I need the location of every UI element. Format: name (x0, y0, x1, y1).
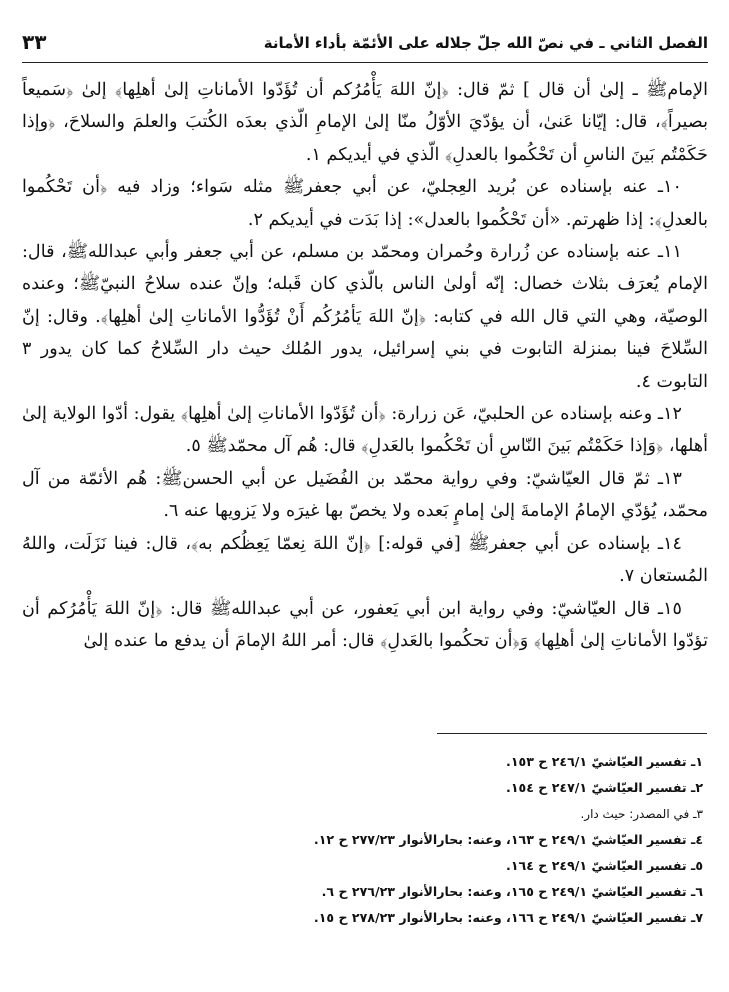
header-divider (22, 62, 708, 63)
footnote-7: ٧ـ تفسير العيّاشيّ ٢٤٩/١ ح ١٦٦، وعنه: بحارالأنوار ٢٧٨/٢٣ ح ١٥. (313, 910, 703, 925)
page-number: ٣٣ (22, 30, 47, 54)
paragraph-continuation: الإمامﷺ ـ إلىٰ أن قال ] ثمّ قال: ﴿إنّ اللهَ يَأْمُرُكم أن تُؤَدّوا الأماناتِ إلىٰ أهلِها﴾ إلىٰ ﴿سَميعاً بصيراً﴾، قال: إيّانا عَنىٰ، أن يؤدّيَ الأوّلُ منّا إلىٰ الإمامِ الّذي بعدَه الكُتبَ والعلمَ والسلاحَ، ﴿وإذا حَكَمْتُم بَينَ الناسِ أن تَحْكُموا بالعدلِ﴾ الّذي في أيديكم ١. (22, 80, 708, 165)
footnote-2: ٢ـ تفسير العيّاشيّ ٢٤٧/١ ح ١٥٤. (506, 780, 703, 795)
footnote-3: ٣ـ في المصدر: حيث دار. (580, 807, 703, 821)
footnote-4: ٤ـ تفسير العيّاشيّ ٢٤٩/١ ح ١٦٣، وعنه: بحارالأنوار ٢٧٧/٢٣ ح ١٢. (313, 832, 703, 847)
footnotes (233, 749, 703, 931)
paragraph-10: ١٠ـ عنه بإسناده عن بُريد العِجليّ، عن أبي جعفرﷺ مثله سَواء؛ وزاد فيه ﴿أن تَحْكُموا بالعدلِ﴾: إذا ظهرتم. «أن تَحْكُموا بالعدل»: إذا بَدَت في أيديكم ٢. (22, 177, 708, 230)
paragraph-15: ١٥ـ قال العيّاشيّ: وفي رواية ابن أبي يَعفور، عن أبي عبداللهﷺ قال: ﴿إنّ اللهَ يَأْمُرُكم أن تؤدّوا الأماناتِ إلىٰ أهلِها﴾ وَ﴿أن تحكُموا بالعَدلِ﴾ قال: أمر اللهُ الإمامَ أن يدفع ما عنده إلىٰ (22, 598, 708, 651)
footnote-divider (437, 733, 707, 734)
footnote-6: ٦ـ تفسير العيّاشيّ ٢٤٩/١ ح ١٦٥، وعنه: بحارالأنوار ٢٧٦/٢٣ ح ٦. (321, 884, 703, 899)
paragraph-14: ١٤ـ بإسناده عن أبي جعفرﷺ [في قوله:] ﴿إنّ اللهَ نِعمّا يَعِظُكم به﴾، قال: فينا نَزَلَت، واللهُ المُستعان ٧. (22, 533, 708, 587)
chapter-title: الفصل الثاني ـ في نصّ الله جلّ جلاله على الأئمّة بأداء الأمانة (263, 34, 708, 52)
page-header (22, 28, 708, 62)
paragraph-11: ١١ـ عنه بإسناده عن زُرارة وحُمران ومحمّد بن مسلم، عن أبي جعفر وأبي عبداللهﷺ، قال: الإمام يُعرَف بثلاث خصال: إنّه أولىٰ الناس بالّذي كان قَبله؛ وإنّ عنده سلاحُ النبيّﷺ؛ وعنده الوصيّة، وهي التي قال الله في كتابه: ﴿إنّ اللهَ يَأمُرُكُم أَنْ تُؤَدُّوا الأماناتِ إلىٰ أهلِها﴾. وقال: إنّ السِّلاحَ فينا بمنزلة التابوت في بني إسرائيل، يدور المُلك حيث دار السِّلاحُ كما كان يدور ٣ التابوت ٤. (22, 242, 708, 392)
paragraph-13: ١٣ـ ثمّ قال العيّاشيّ: وفي رواية محمّد بن الفُضَيل عن أبي الحسنﷺ: هُم الأئمّة من آل محمّد، يُؤدّي الإمامُ الإمامةَ إلىٰ إمامٍ بَعده ولا يخصّ بها غيرَه ولا يَزويها عنه ٦. (22, 468, 708, 522)
paragraph-12: ١٢ـ وعنه بإسناده عن الحلبيّ، عَن زرارة: ﴿أن تُؤَدّوا الأماناتِ إلىٰ أهلِها﴾ يقول: أدّوا الولاية إلىٰ أهلها، ﴿وَإذا حَكَمْتُم بَينَ النّاسِ أن تَحْكُموا بالعَدلِ﴾ قال: هُم آل محمّدﷺ ٥. (22, 404, 708, 457)
footnote-1: ١ـ تفسير العيّاشيّ ٢٤٦/١ ح ١٥٣. (506, 754, 703, 769)
main-text (22, 74, 708, 657)
footnote-5: ٥ـ تفسير العيّاشيّ ٢٤٩/١ ح ١٦٤. (506, 858, 703, 873)
